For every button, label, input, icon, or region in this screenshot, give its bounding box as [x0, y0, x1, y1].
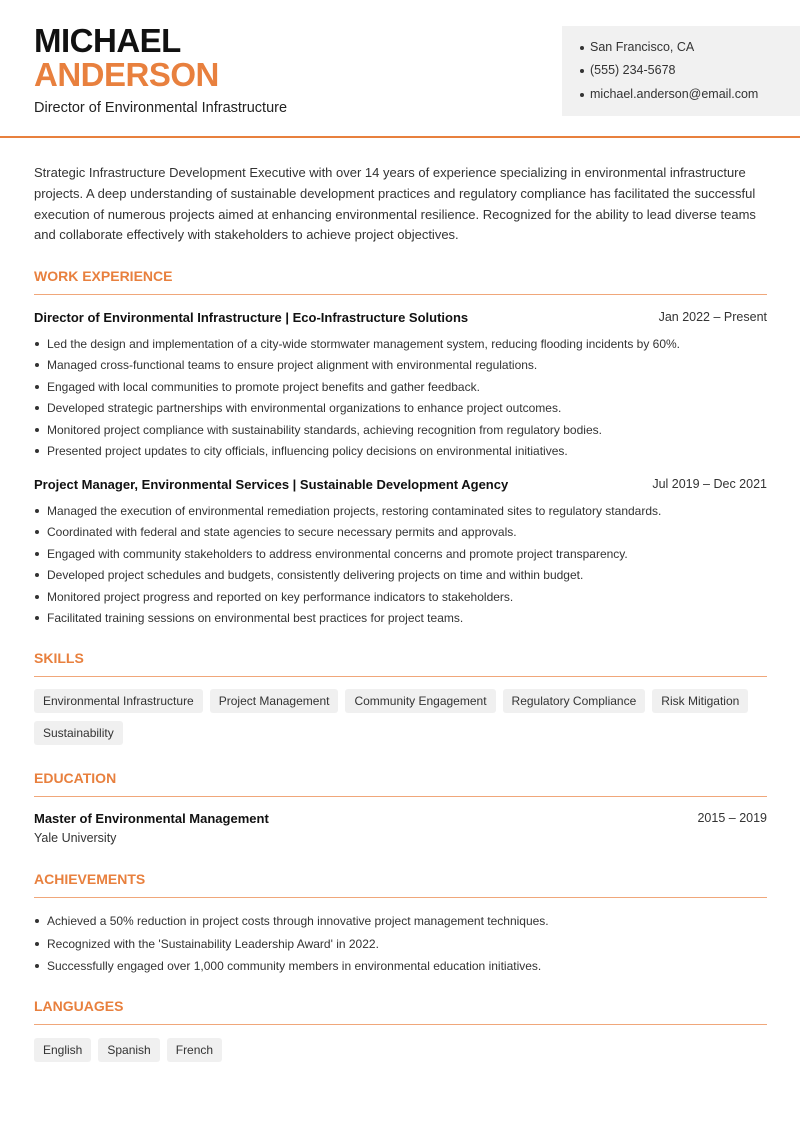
list-item: Monitored project compliance with sustainability standards, achieving recognition from regulatory bodies.	[34, 422, 769, 443]
list-item: Recognized with the 'Sustainability Leadership Award' in 2022.	[34, 936, 769, 959]
language-tag: Spanish	[98, 1038, 159, 1062]
summary-paragraph: Strategic Infrastructure Development Executive with over 14 years of experience specializing in environmental infrastructure projects. A deep understanding of sustainable development practices and regulatory compliance has facilitated the successful execution of numerous projects aimed at enhancing environmental resilience. Recognized for the ability to lead diverse teams and collaborate effectively with stakeholders to achieve project objectives.	[34, 165, 756, 243]
languages-list	[34, 1038, 769, 1070]
section-divider	[34, 676, 767, 677]
list-item: Led the design and implementation of a city-wide stormwater management system, reducing flooding incidents by 60%.	[34, 336, 769, 357]
list-item: Engaged with local communities to promote project benefits and gather feedback.	[34, 379, 769, 400]
contact-location: San Francisco, CA	[580, 40, 694, 54]
skill-tag: Environmental Infrastructure	[34, 689, 203, 713]
skill-tag: Regulatory Compliance	[503, 689, 646, 713]
list-item: Facilitated training sessions on environmental best practices for project teams.	[34, 610, 769, 631]
achievements-heading: ACHIEVEMENTS	[34, 871, 146, 887]
skill-tag: Sustainability	[34, 721, 123, 745]
list-item: Achieved a 50% reduction in project costs through innovative project management techniques.	[34, 913, 769, 936]
skills-list	[34, 689, 769, 753]
contact-phone: (555) 234-5678	[580, 63, 675, 77]
list-item: Developed project schedules and budgets, consistently delivering projects on time and within budget.	[34, 567, 769, 588]
list-item: Coordinated with federal and state agencies to secure necessary permits and approvals.	[34, 524, 769, 545]
section-divider	[34, 897, 767, 898]
section-divider	[34, 294, 767, 295]
job-title: Project Manager, Environmental Services | Sustainable Development Agency	[34, 477, 509, 492]
list-item: Managed cross-functional teams to ensure project alignment with environmental regulations.	[34, 357, 769, 378]
skill-tag: Risk Mitigation	[652, 689, 748, 713]
education-school: Yale University	[34, 831, 117, 845]
last-name: ANDERSON	[34, 56, 219, 93]
list-item: Developed strategic partnerships with environmental organizations to enhance project outcomes.	[34, 400, 769, 421]
skills-heading: SKILLS	[34, 650, 84, 666]
work-experience-heading: WORK EXPERIENCE	[34, 268, 173, 284]
section-divider	[34, 1024, 767, 1025]
job-dates: Jan 2022 – Present	[658, 310, 767, 324]
skill-tag: Project Management	[210, 689, 339, 713]
language-tag: French	[167, 1038, 222, 1062]
resume-header	[0, 0, 800, 138]
contact-box	[562, 26, 800, 116]
list-item: Successfully engaged over 1,000 community members in environmental education initiatives.	[34, 958, 769, 981]
section-divider	[34, 796, 767, 797]
list-item: Presented project updates to city officials, influencing policy decisions on environmental initiatives.	[34, 443, 769, 464]
job-dates: Jul 2019 – Dec 2021	[652, 477, 767, 491]
list-item: Monitored project progress and reported on key performance indicators to stakeholders.	[34, 589, 769, 610]
skill-tag: Community Engagement	[345, 689, 495, 713]
contact-email[interactable]: michael.anderson@email.com	[580, 87, 758, 101]
job-bullet-list	[34, 336, 769, 464]
job-title-heading: Director of Environmental Infrastructure	[34, 100, 288, 116]
list-item: Managed the execution of environmental remediation projects, restoring contaminated sites to regulatory standards.	[34, 503, 769, 524]
achievements-list	[34, 913, 769, 981]
list-item: Engaged with community stakeholders to address environmental concerns and promote project transparency.	[34, 546, 769, 567]
first-name: MICHAEL	[34, 22, 181, 59]
education-degree: Master of Environmental Management	[34, 811, 269, 826]
job-title: Director of Environmental Infrastructure | Eco-Infrastructure Solutions	[34, 310, 469, 325]
language-tag: English	[34, 1038, 91, 1062]
education-dates: 2015 – 2019	[697, 811, 767, 825]
job-bullet-list	[34, 503, 769, 631]
languages-heading: LANGUAGES	[34, 998, 124, 1014]
education-heading: EDUCATION	[34, 770, 117, 786]
